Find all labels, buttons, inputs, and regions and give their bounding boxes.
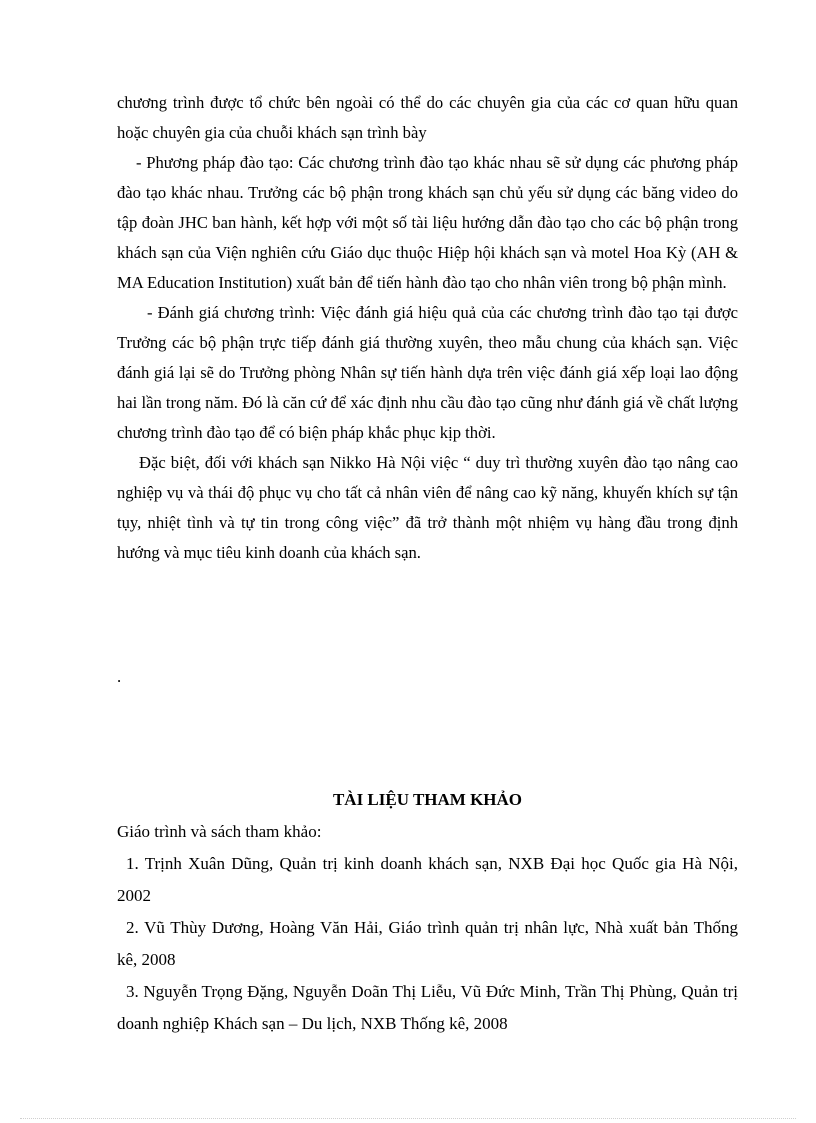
- paragraph-nikko-hanoi: Đặc biệt, đối với khách sạn Nikko Hà Nội việc “ duy trì thường xuyên đào tạo nâng cao nghiệp vụ và thái độ phục vụ cho tất cả nhân viên để nâng cao kỹ năng, khuyến khích sự tận tụy, nhiệt tình và tự tin trong công việc” đã trở thành một nhiệm vụ hàng đầu trong định hướng và mục tiêu kinh doanh của khách sạn.: [117, 453, 738, 562]
- reference-item: 3. Nguyễn Trọng Đặng, Nguyễn Doãn Thị Liễu, Vũ Đức Minh, Trần Thị Phùng, Quản trị doanh nghiệp Khách sạn – Du lịch, NXB Thống kê, 2008: [117, 982, 738, 1033]
- paragraph-program-evaluation: - Đánh giá chương trình: Việc đánh giá hiệu quả của các chương trình đào tạo tại được Trưởng các bộ phận trực tiếp đánh giá thường xuyên, theo mẫu chung của khách sạn. Việc đánh giá lại sẽ do Trưởng phòng Nhân sự tiến hành dựa trên việc đánh giá xếp loại lao động hai lần trong năm. Đó là căn cứ để xác định nhu cầu đào tạo cũng như đánh giá về chất lượng chương trình đào tạo để có biện pháp khắc phục kịp thời.: [117, 303, 738, 442]
- reference-item: 1. Trịnh Xuân Dũng, Quản trị kinh doanh khách sạn, NXB Đại học Quốc gia Hà Nội, 2002: [117, 854, 738, 905]
- stray-period: .: [117, 667, 122, 686]
- page-bottom-divider: [20, 1118, 796, 1119]
- references-intro: Giáo trình và sách tham khảo:: [117, 822, 322, 841]
- body-text: [117, 88, 738, 568]
- reference-item: 2. Vũ Thùy Dương, Hoàng Văn Hải, Giáo trình quản trị nhân lực, Nhà xuất bản Thống kê, 2008: [117, 918, 738, 969]
- references-section: [117, 784, 738, 1040]
- paragraph-continuation: chương trình được tổ chức bên ngoài có thể do các chuyên gia của các cơ quan hữu quan hoặc chuyên gia của chuỗi khách sạn trình bày: [117, 93, 738, 142]
- references-heading: TÀI LIỆU THAM KHẢO: [332, 790, 523, 809]
- paragraph-training-methods: - Phương pháp đào tạo: Các chương trình đào tạo khác nhau sẽ sử dụng các phương pháp đào tạo khác nhau. Trưởng các bộ phận trong khách sạn chủ yếu sử dụng các băng video do tập đoàn JHC ban hành, kết hợp với một số tài liệu hướng dẫn đào tạo cho các bộ phận trong khách sạn của Viện nghiên cứu Giáo dục thuộc Hiệp hội khách sạn và motel Hoa Kỳ (AH & MA Education Institution) xuất bản để tiến hành đào tạo cho nhân viên trong bộ phận mình.: [117, 153, 738, 292]
